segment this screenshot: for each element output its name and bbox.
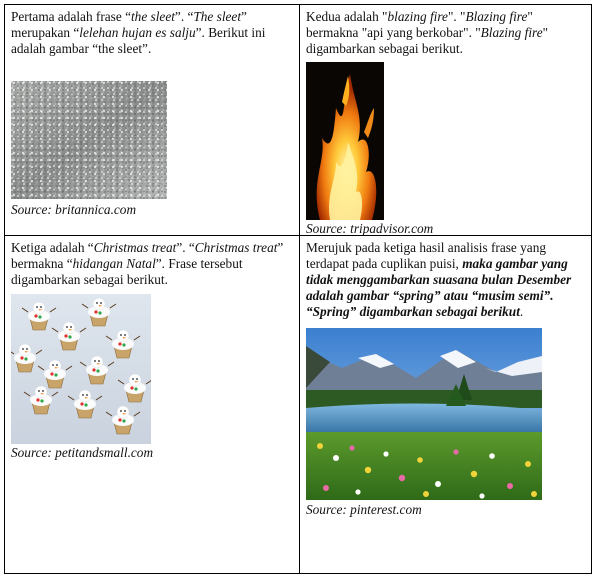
text-run: Kedua adalah " xyxy=(306,9,388,24)
text-run-italic: lelehan hujan es salju xyxy=(79,25,196,40)
text-run: Ketiga adalah “ xyxy=(11,240,94,255)
text-run: Merujuk pada ketiga hasil analisis frase yang terdapat pada cuplikan puisi, xyxy=(306,240,547,271)
text-run: Pertama adalah frase “ xyxy=(11,9,131,24)
text-run-bold-italic: maka gambar yang tidak menggambarkan suasana bulan Desember adalah gambar “spring” atau “musim semi”. “Spring” digambarkan sebagai berikut xyxy=(306,256,572,319)
sleet-photo xyxy=(11,81,294,199)
text-run: " bermakna "api yang berkobar". " xyxy=(306,9,533,40)
christmas-description xyxy=(11,240,294,288)
text-run: ” bermakna “ xyxy=(11,240,284,271)
text-run-italic: the sleet xyxy=(130,9,175,24)
cell-christmas-treat xyxy=(5,236,299,572)
snowman-cupcakes-photo xyxy=(11,294,294,444)
text-run-italic: Blazing fire xyxy=(480,25,543,40)
text-run: ” merupakan “ xyxy=(11,9,247,40)
spring-description xyxy=(306,240,586,320)
text-run-italic: Blazing fire xyxy=(465,9,528,24)
text-run: ”. “ xyxy=(176,240,195,255)
text-run: ”. Berikut ini adalah gambar “the sleet”. xyxy=(11,25,266,56)
text-run: ". " xyxy=(447,9,466,24)
fire-photo xyxy=(306,62,586,220)
text-run: . xyxy=(519,304,524,319)
text-run-italic: The sleet xyxy=(193,9,242,24)
sleet-source: Source: britannica.com xyxy=(11,202,137,217)
text-run-italic: hidangan Natal xyxy=(72,256,156,271)
text-run-italic: Christmas treat xyxy=(194,240,278,255)
analysis-table xyxy=(4,4,592,574)
text-run-italic: Christmas treat xyxy=(93,240,177,255)
sleet-description xyxy=(11,9,294,57)
text-run-italic: blazing fire xyxy=(387,9,448,24)
text-run: ”. “ xyxy=(174,9,194,24)
text-run: ”. Frase tersebut digambarkan sebagai berikut. xyxy=(11,256,243,287)
cell-fire xyxy=(300,5,591,235)
text-run: " digambarkan sebagai berikut. xyxy=(306,25,549,56)
christmas-source: Source: petitandsmall.com xyxy=(11,445,154,460)
spring-landscape-photo xyxy=(306,328,586,500)
cell-sleet xyxy=(5,5,299,235)
fire-source: Source: tripadvisor.com xyxy=(306,221,434,235)
fire-description xyxy=(306,9,586,57)
cell-spring xyxy=(300,236,591,572)
spring-source: Source: pinterest.com xyxy=(306,502,422,517)
